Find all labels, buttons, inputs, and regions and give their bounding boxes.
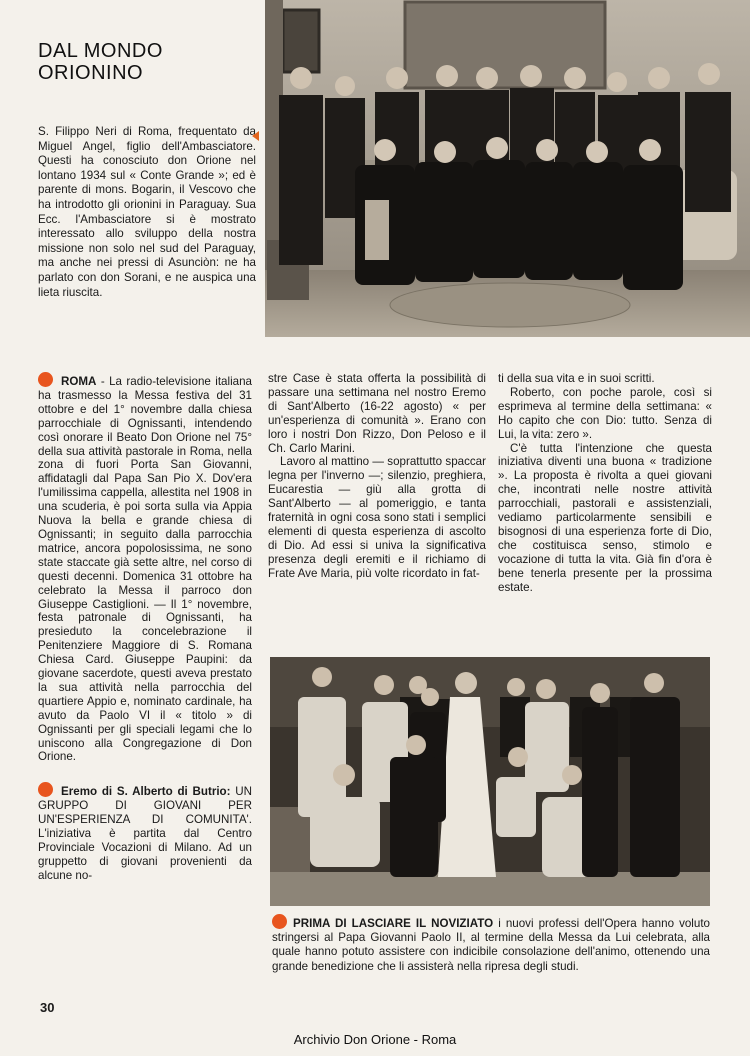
column-left: [38, 372, 252, 883]
pointer-arrow-icon: [252, 131, 259, 141]
roma-lead: ROMA: [61, 375, 97, 388]
page-number: 30: [40, 1000, 55, 1015]
bullet-dot-icon: [272, 914, 287, 929]
roma-text: - La radio-televisione italiana ha trasmesso la Messa festiva del 31 ottobre e del 1° novembre dalla chiesa parrocchiale di Ognissanti, intendendo così onorare il Beato Don Orione nel 75° della sua attività pastorale in Roma, nella zona di fuori Porta San Giovanni, affidatagli dal Papa San Pio X. Dov'era l'umilissima cappella, allestita nel 1908 in una scuderia, è poi sorta sulla via Appia Nuova la bella e grande chiesa di Ognissanti; in seguito dalla parrocchia matrice, ancora popolosissima, ne sono state staccate già sette altre, nel corso di questi decenni. Domenica 31 ottobre ha celebrato la Messa il parroco don Giuseppe Castiglioni. — Il 1° novembre, festa patronale di Ognissanti, ha presieduto la concelebrazione il Penitenziere Maggiore di S. Romana Chiesa Card. Giuseppe Paupini: da giovane sacerdote, questi aveva prestato la sua attività nella parrocchia del quartiere Appio e, nominato cardinale, ha avuto da Paolo VI il « titolo » di Ognissanti per gli speciali legami che lo uniscono alla Congregazione di Don Orione.: [38, 375, 252, 764]
section-title: [38, 40, 163, 84]
top-photo-group: [265, 0, 750, 337]
caption-lead: PRIMA DI LASCIARE IL NOVIZIATO: [293, 917, 494, 930]
middle-paragraph-2: Lavoro al mattino — soprattutto spaccar legna per l'inverno —; silenzio, preghiera, Eucarestia — giù alla grotta di Sant'Alberto — al pomeriggio, e tanta fraternità in ogni cosa sono stati i semplici elementi di questa esperienza di ascolto di Dio. Ad essi si univa la significativa presenza degli eremiti e il richiamo di Frate Ave Maria, più volte ricordato in fat-: [268, 455, 486, 580]
roma-paragraph: [38, 372, 252, 764]
bullet-dot-icon: [38, 372, 53, 387]
eremo-text: UN GRUPPO DI GIOVANI PER UN'ESPERIENZA DI COMUNITA'. L'iniziativa è partita dal Centro Provinciale Vocazioni di Milano. Ad un gruppetto di giovani provenienti da alcune no-: [38, 785, 253, 882]
top-photo-image: [265, 0, 750, 337]
archive-footer: Archivio Don Orione - Roma: [293, 1032, 457, 1047]
section-title-line1: DAL MONDO: [38, 40, 163, 62]
right-paragraph-3: C'è tutta l'intenzione che questa iniziativa diventi una buona « tradizione ». La proposta è rivolta a quei giovani che, incontrati nelle nostre attività parrocchiali, pastorali e assistenziali, vediamo particolarmente sensibili e bisognosi di una esperienza forte di Dio, che costituisca senso, stimolo e vocazione di tutta la vita. Già fin d'ora è bene tenerla presente per la prossima estate.: [498, 441, 712, 594]
bottom-photo-pope: [270, 657, 710, 906]
eremo-lead: Eremo di S. Alberto di Butrio:: [61, 785, 231, 799]
intro-paragraph: S. Filippo Neri di Roma, frequentato da Miguel Angel, figlio dell'Ambasciatore. Questi ha conosciuto don Orione nel lontano 1934 sul « Conte Grande »; ed è parente di mons. Bogarin, il Vescovo che ha introdotto gli orionini in Paraguay. Sua Ecc. l'Ambasciatore si è mostrato interessato allo sviluppo della nostra missione non solo nel sud del Paraguay, ma anche nei pressi di Asunciòn: ne ha parlato con don Sorani, e ne auspica una lieta riuscita.: [38, 125, 256, 299]
section-title-line2: ORIONINO: [38, 62, 144, 84]
column-middle: [268, 372, 486, 581]
right-paragraph-2: Roberto, con poche parole, così si esprimeva al termine della settimana: « Ho capito che con Dio: tutto. Senza di Lui, la vita: zero ».: [498, 385, 712, 441]
bottom-photo-image: [270, 657, 710, 906]
right-paragraph-1: ti della sua vita e in suoi scritti.: [498, 372, 655, 385]
middle-paragraph-1: stre Case è stata offerta la possibilità di passare una settimana nel nostro Eremo di Sant'Alberto (16-22 agosto) « per un'esperienza di comunità ». Erano con loro i nostri Don Rizzo, Don Peloso e il Ch. Carlo Marini.: [268, 372, 486, 455]
photo-caption: [272, 914, 710, 974]
caption-text: i nuovi professi dell'Opera hanno voluto stringersi al Papa Giovanni Paolo II, al termine della Messa da Lui celebrata, alla quale hanno potuto assistere con indicibile consolazione dell'animo, ottenendo una grande benedizione che li assisterà nella ripresa degli studi.: [272, 917, 711, 973]
bullet-dot-icon: [38, 782, 53, 797]
eremo-paragraph: [38, 782, 252, 882]
column-right: [498, 372, 712, 595]
